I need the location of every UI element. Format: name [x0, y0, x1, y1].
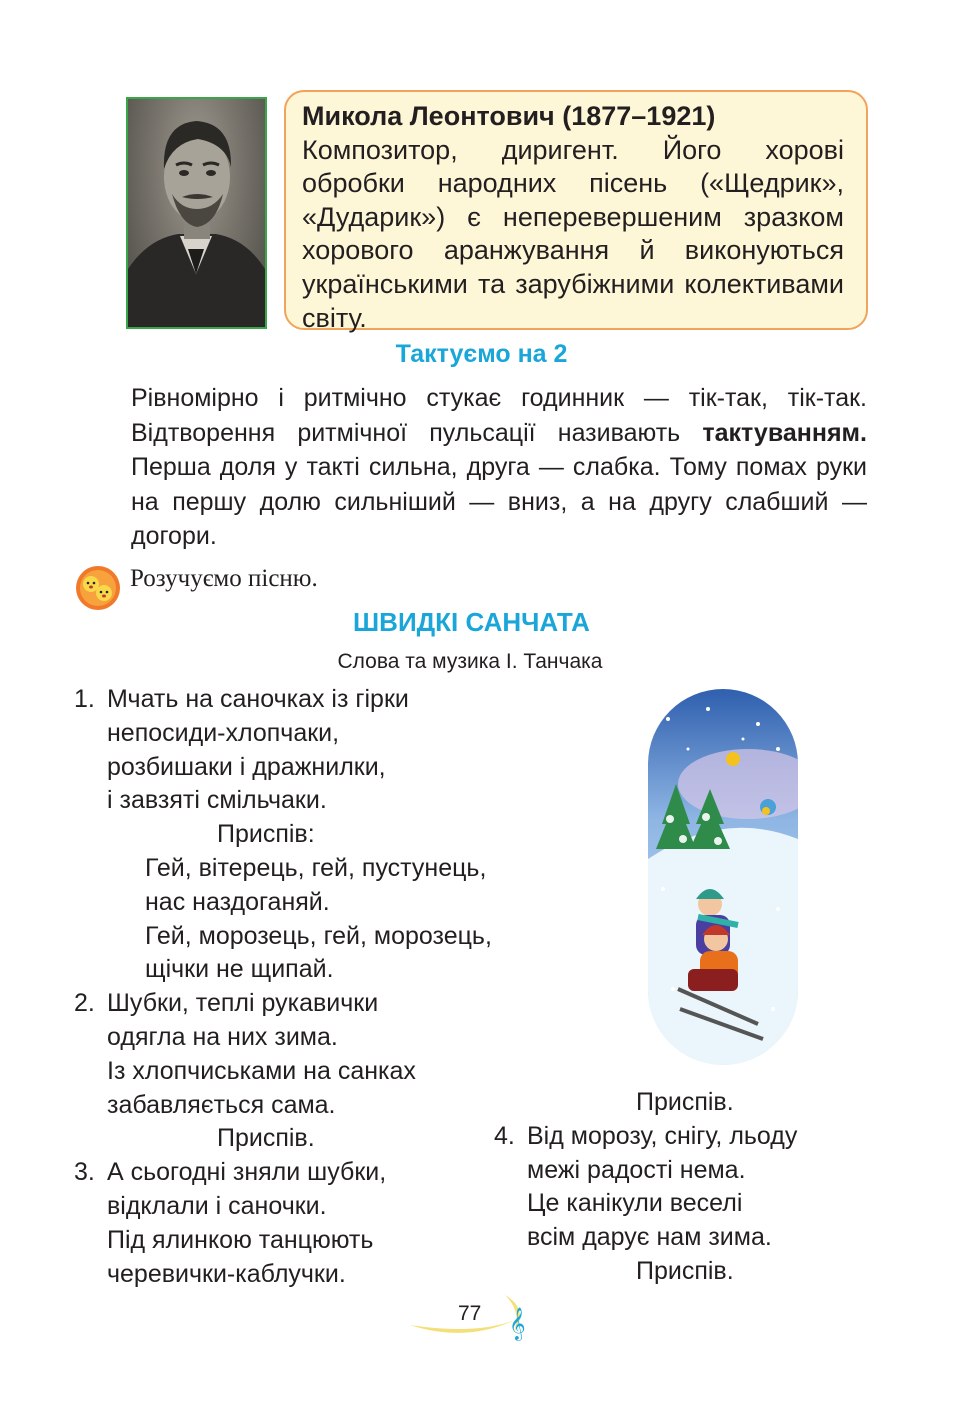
paragraph-text-1: Рівномірно і ритмічно стукає годинник — тік-так, тік-так. Відтворення ритмічної пульсації називають	[131, 384, 867, 447]
section-title: Тактуємо на 2	[395, 340, 568, 368]
verse-line: Мчать на саночках із гірки	[107, 685, 409, 713]
verse-line: відклали і саночки.	[107, 1191, 327, 1220]
paragraph-term: тактуванням.	[702, 418, 867, 447]
verse-line: Це канікули веселі	[527, 1189, 743, 1218]
learn-song-label: Розучуємо пісню.	[130, 565, 318, 592]
verse-line: А сьогодні зняли шубки,	[107, 1158, 387, 1187]
song-title: ШВИДКІ САНЧАТА	[353, 607, 590, 637]
verse-1-line	[74, 683, 594, 717]
verse-line: розбишаки і дражнилки,	[107, 752, 386, 781]
refrain-short: Приспів.	[217, 1124, 315, 1153]
refrain-line: Гей, морозець, гей, морозець,	[145, 921, 492, 950]
paragraph-text-2: Перша доля у такті сильна, друга — слабка. Тому помах руки на першу долю сильніший — вниз, а на другу слабший — догори.	[131, 453, 867, 550]
winter-sledding-illustration	[648, 689, 798, 1065]
composer-bio-box	[284, 90, 868, 333]
verse-number: 1.	[74, 685, 95, 713]
lyrics-right-column	[494, 1086, 894, 1289]
refrain-line: нас наздоганяй.	[145, 887, 330, 916]
refrain-line: Гей, вітерець, гей, пустунець,	[145, 853, 487, 882]
composer-description: Композитор, диригент. Його хорові обробки народних пісень («Щедрик», «Дударик») є неперевершеним зразком хорового аранжування й виконуються українськими та зарубіжними колективами світу.	[302, 134, 844, 333]
section-paragraph	[131, 381, 867, 554]
song-credit: Слова та музика І. Танчака	[337, 650, 603, 673]
verse-line: Під ялинкою танцюють	[107, 1225, 374, 1254]
verse-line: Шубки, теплі рукавички	[107, 989, 379, 1018]
verse-line: Із хлопчиськами на санках	[107, 1056, 416, 1085]
verse-4-line	[494, 1120, 894, 1154]
singing-faces-icon	[75, 565, 121, 611]
verse-line: забавляється сама.	[107, 1090, 336, 1119]
verse-line: Від морозу, снігу, льоду	[527, 1121, 798, 1150]
verse-number: 3.	[74, 1158, 95, 1187]
refrain-short: Приспів.	[636, 1256, 734, 1285]
verse-number: 4.	[494, 1121, 515, 1150]
verse-line: всім дарує нам зима.	[527, 1223, 772, 1252]
composer-name: Микола Леонтович (1877–1921)	[302, 101, 716, 131]
verse-line: черевички-каблучки.	[107, 1259, 346, 1288]
refrain-short: Приспів.	[636, 1088, 734, 1116]
verse-number: 2.	[74, 989, 95, 1018]
verse-line: межі радості нема.	[527, 1155, 746, 1184]
composer-portrait	[126, 97, 267, 329]
verse-line: і завзяті смільчаки.	[107, 786, 327, 815]
verse-2-line	[74, 987, 594, 1021]
refrain-line: щічки не щипай.	[145, 955, 334, 984]
svg-text:𝄞: 𝄞	[509, 1307, 526, 1340]
verse-line: непосиди-хлопчаки,	[107, 718, 340, 747]
refrain-label: Приспів:	[217, 820, 315, 849]
verse-line: одягла на них зима.	[107, 1022, 338, 1051]
page-number: 77	[458, 1302, 482, 1325]
